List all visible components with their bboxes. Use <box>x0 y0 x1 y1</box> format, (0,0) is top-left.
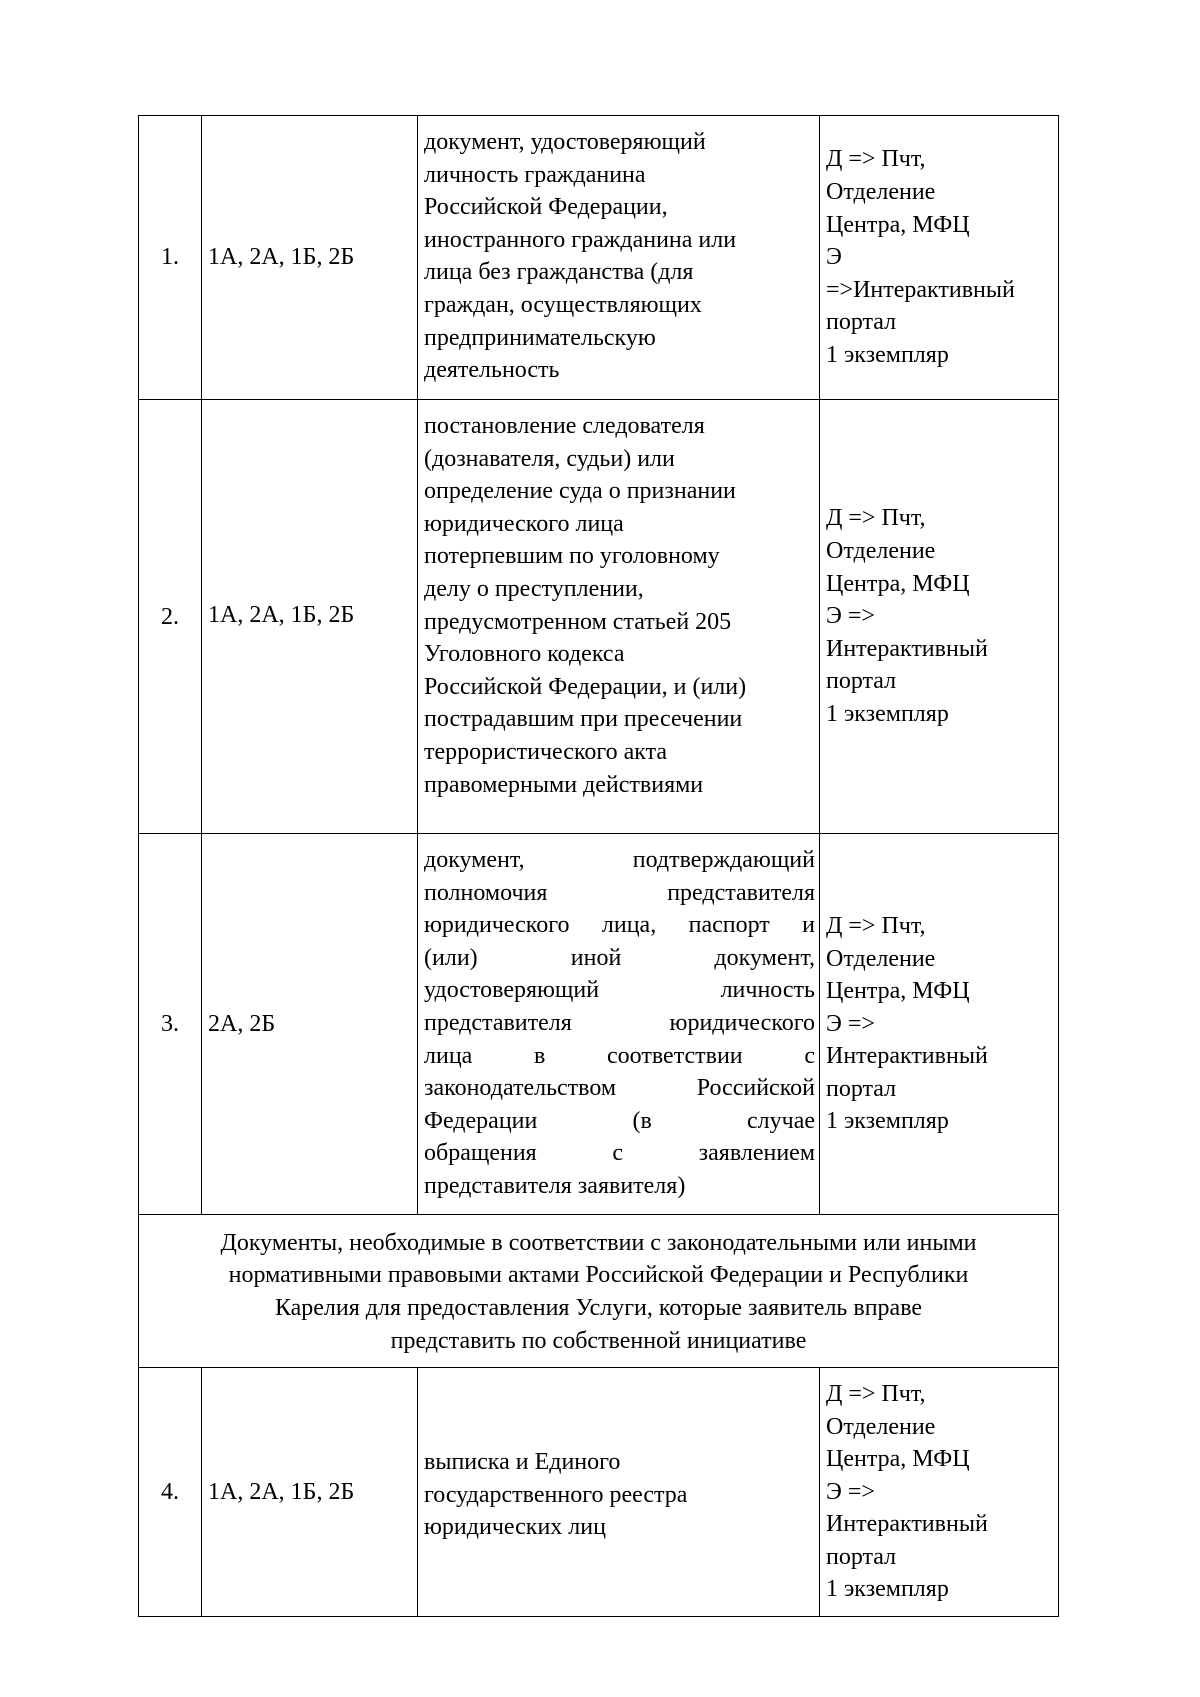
documents-table <box>138 115 1059 1617</box>
row-categories: 1А, 2А, 1Б, 2Б <box>202 116 418 400</box>
document-line: делу о преступлении, <box>424 575 644 602</box>
submission-line: портал <box>826 668 897 695</box>
submission-line: Отделение <box>826 179 936 206</box>
document-line: определение суда о признании <box>424 478 736 505</box>
document-line: постановление следователя <box>424 413 705 439</box>
section-heading-line: Документы, необходимые в соответствии с законодательными или иными <box>220 1229 977 1256</box>
submission-line: Центра, МФЦ <box>826 211 970 238</box>
submission-line: Д => Пчт, <box>826 1380 926 1407</box>
document-line: документ, подтверждающий <box>424 847 815 873</box>
document-line: террористического акта <box>424 738 668 765</box>
row-number: 4. <box>139 1368 202 1617</box>
document-line: выписка и Единого <box>424 1449 621 1476</box>
row-number: 3. <box>139 834 202 1215</box>
table-row <box>139 1368 1059 1617</box>
document-line: государственного реестра <box>424 1481 688 1508</box>
document-line: лица в соответствии с <box>424 1042 815 1069</box>
row-document <box>418 1368 820 1617</box>
submission-line: 1 экземпляр <box>826 700 949 727</box>
document-line: представителя юридического <box>424 1009 815 1036</box>
section-heading <box>139 1215 1059 1368</box>
submission-line: Э => <box>826 603 875 630</box>
row-document <box>418 834 820 1215</box>
submission-line: Д => Пчт, <box>826 912 926 939</box>
submission-line: Д => Пчт, <box>826 146 926 173</box>
row-document <box>418 116 820 400</box>
document-line: полномочия представителя <box>424 879 815 906</box>
row-number: 1. <box>139 116 202 400</box>
document-line: (дознавателя, судьи) или <box>424 445 675 472</box>
document-line: предусмотренном статьей 205 <box>424 608 732 635</box>
document-line: представителя заявителя) <box>424 1172 686 1199</box>
submission-line: Отделение <box>826 945 936 972</box>
row-submission <box>820 116 1059 400</box>
document-line: удостоверяющий личность <box>424 977 815 1004</box>
submission-line: портал <box>826 1075 897 1102</box>
row-categories: 2А, 2Б <box>202 834 418 1215</box>
row-submission <box>820 834 1059 1215</box>
document-line: лица без гражданства (для <box>424 259 694 286</box>
document-line: юридических лиц <box>424 1514 606 1541</box>
row-submission <box>820 1368 1059 1617</box>
submission-line: Интерактивный <box>826 1511 988 1538</box>
document-line: документ, удостоверяющий <box>424 129 706 155</box>
submission-line: Отделение <box>826 538 936 565</box>
table-row <box>139 834 1059 1215</box>
section-heading-line: представить по собственной инициативе <box>390 1327 807 1354</box>
submission-line: Э => <box>826 1478 875 1505</box>
submission-line: Интерактивный <box>826 1043 988 1070</box>
document-line: Российской Федерации, <box>424 194 668 221</box>
table-row <box>139 116 1059 400</box>
submission-line: 1 экземпляр <box>826 341 949 368</box>
row-document <box>418 400 820 834</box>
submission-line: Центра, МФЦ <box>826 978 970 1005</box>
document-line: деятельность <box>424 357 560 384</box>
document-line: личность гражданина <box>424 161 646 188</box>
document-line: Уголовного кодекса <box>424 641 625 668</box>
submission-line: Центра, МФЦ <box>826 1446 970 1473</box>
submission-line: =>Интерактивный <box>826 276 1015 303</box>
row-number: 2. <box>139 400 202 834</box>
submission-line: Э => <box>826 1010 875 1037</box>
row-submission <box>820 400 1059 834</box>
submission-line: Э <box>826 244 842 271</box>
document-line: пострадавшим при пресечении <box>424 706 743 733</box>
document-line: юридического лица, паспорт и <box>424 912 815 939</box>
document-line: обращения с заявлением <box>424 1140 815 1167</box>
document-line: правомерными действиями <box>424 771 704 798</box>
document-line: законодательством Российской <box>424 1075 815 1102</box>
submission-line: 1 экземпляр <box>826 1576 949 1603</box>
submission-line: Интерактивный <box>826 635 988 662</box>
submission-line: портал <box>826 309 897 336</box>
document-line: потерпевшим по уголовному <box>424 543 720 570</box>
document-line: Российской Федерации, и (или) <box>424 673 747 700</box>
document-line: юридического лица <box>424 510 624 537</box>
document-line: иностранного гражданина или <box>424 226 737 253</box>
document-line: Федерации (в случае <box>424 1107 815 1134</box>
row-categories: 1А, 2А, 1Б, 2Б <box>202 1368 418 1617</box>
submission-line: Отделение <box>826 1413 936 1440</box>
section-heading-line: нормативными правовыми актами Российской Федерации и Республики <box>228 1262 969 1289</box>
submission-line: Центра, МФЦ <box>826 570 970 597</box>
submission-line: Д => Пчт, <box>826 505 926 532</box>
document-line: граждан, осуществляющих <box>424 291 702 318</box>
table-row <box>139 400 1059 834</box>
submission-line: портал <box>826 1543 897 1570</box>
document-line: предпринимательскую <box>424 324 656 351</box>
submission-line: 1 экземпляр <box>826 1108 949 1135</box>
section-heading-row <box>139 1215 1059 1368</box>
document-line: (или) иной документ, <box>424 944 815 971</box>
row-categories: 1А, 2А, 1Б, 2Б <box>202 400 418 834</box>
section-heading-line: Карелия для предоставления Услуги, которые заявитель вправе <box>274 1295 923 1321</box>
